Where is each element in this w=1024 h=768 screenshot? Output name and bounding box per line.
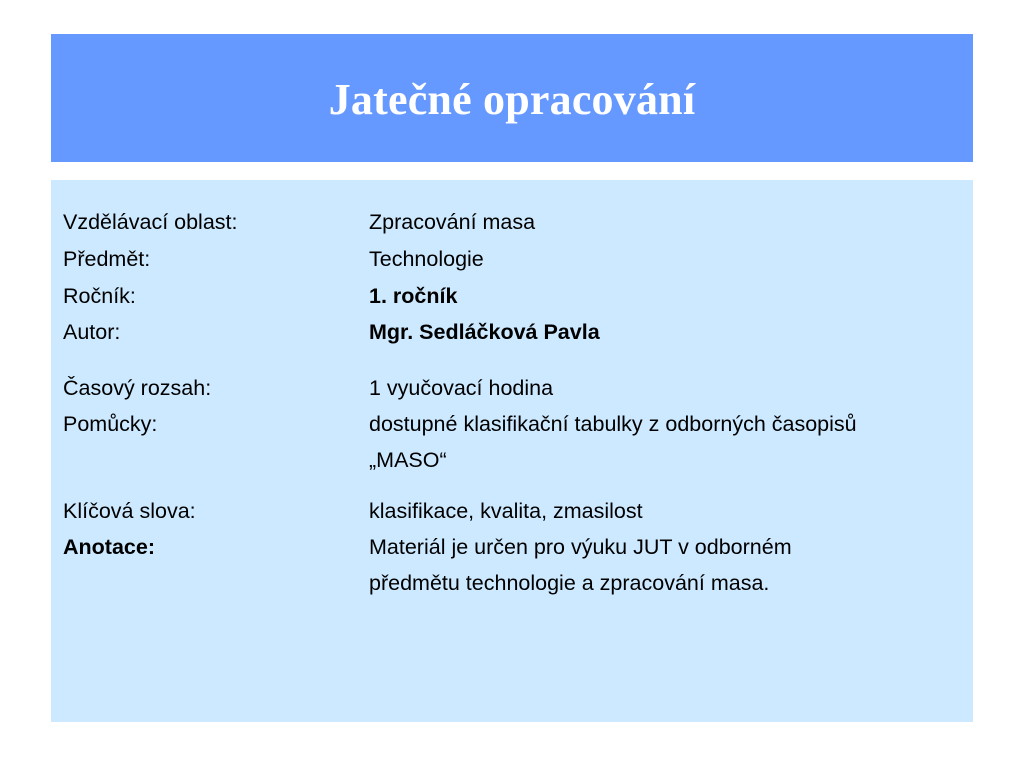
field-value: klasifikace, kvalita, zmasilost	[369, 499, 643, 523]
field-value	[369, 406, 959, 478]
field-value: Zpracování masa	[369, 210, 536, 234]
field-value: Mgr. Sedláčková Pavla	[369, 320, 600, 344]
field-value-line: „MASO“	[369, 448, 447, 472]
field-label: Předmět:	[63, 247, 151, 271]
field-value: 1 vyučovací hodina	[369, 376, 554, 400]
field-value-line: Materiál je určen pro výuku JUT v odborném	[369, 535, 792, 559]
field-label: Časový rozsah:	[63, 376, 212, 400]
field-label: Ročník:	[63, 284, 136, 308]
field-value: Technologie	[369, 247, 484, 271]
field-label: Vzdělávací oblast:	[63, 210, 238, 234]
field-label: Autor:	[63, 320, 121, 344]
field-label: Pomůcky:	[63, 412, 158, 436]
slide-title: Jatečné opracování	[328, 74, 696, 124]
title-banner	[51, 34, 973, 162]
field-value: 1. ročník	[369, 284, 458, 308]
field-value	[369, 529, 959, 601]
field-label: Klíčová slova:	[63, 499, 196, 523]
field-value-line: předmětu technologie a zpracování masa.	[369, 571, 770, 595]
field-label: Anotace:	[63, 535, 155, 559]
field-value-line: dostupné klasifikační tabulky z odborných časopisů	[369, 412, 857, 436]
info-panel	[51, 180, 973, 722]
